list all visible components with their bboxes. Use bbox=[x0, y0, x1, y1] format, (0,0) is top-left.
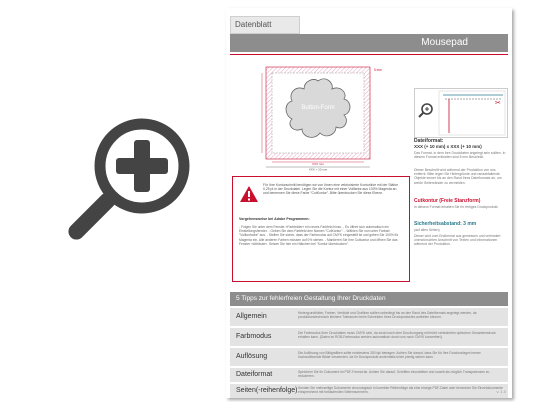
notice-subheading: Vorgehensweise bei Adobe Programmen: bbox=[239, 217, 310, 221]
shape-label: Button-Form bbox=[301, 105, 335, 111]
magnifier-plus-icon[interactable] bbox=[58, 110, 198, 282]
width-dim2-label: XXX + 10 mm bbox=[308, 167, 328, 171]
warning-icon bbox=[239, 185, 259, 203]
tips-heading: 5 Tipps zur fehlerfreien Gestaltung Ihrer Druckdaten bbox=[230, 292, 508, 306]
tip-label: Auflösung bbox=[236, 353, 268, 360]
tip-row bbox=[230, 328, 508, 346]
top-dim-label: 5 mm bbox=[374, 68, 382, 72]
tip-row bbox=[230, 384, 508, 398]
tip-text: Hintergrundbilder, Farben, Verläufe und Grafiken sollten unbedingt bis an den Rand des Dateiformats angelegt werden, da produktionstechnisch kleinere Toleranzen beim Schneiden Ihres Druckproduktes auftreten können. bbox=[298, 311, 477, 319]
title-underline bbox=[230, 54, 508, 55]
safety-subheading: (auf allen Seiten) bbox=[414, 228, 440, 232]
datasheet-tab: Datenblatt bbox=[230, 16, 300, 34]
tip-label: Allgemein bbox=[236, 313, 267, 320]
mousepad-diagram bbox=[260, 63, 400, 171]
tip-label: Seiten(-reihenfolge) bbox=[236, 387, 298, 394]
notice-text: Für Ihre Konturschnitt benötigen wir von Ihnen eine vektorisierte Konturlinie mit der Stärke 0,25 pt in der Druckdatei. Legen Sie die Kontur mit einer Vollfarbe aus 100% Magenta an und benennen Sie diese Farbe "CutKontur". Bitte überdrucken Sie diese Ebene. bbox=[263, 183, 399, 196]
format-value: XXX (+ 10 mm) x XXX (+ 10 mm) bbox=[414, 144, 482, 149]
notice-steps: - Folgen Sie unter dem Fenster »Farbfelder« ein neues Farbfeld hinzu. - Es öffnet sich automatisch ein Einstellungsfenster. - Geben Sie dem Farbfeld den Namen "CutKontur". - Wählen Sie nun unter Farbart "Volltonfarbe" aus. - Stellen Sie sicher, dass der Farbmodus auf CMYK eingestellt ist und geben Sie 100% für Magenta ein. Alle anderen Farben müssen auf 0% stehen. - Markieren Sie Ihre Cutkontur und öffnen Sie das Fenster »Attribute«. Setzen Sie hier ein Häkchen bei "Kontur überdrucken". bbox=[239, 225, 399, 246]
cutcontour-heading: Cutkontur (Freie Stanzform) bbox=[414, 198, 481, 204]
safety-description: Dieser wird vom Endformat aus gemessen und verhindert unerwünschten Anschnitt von Texten und Informationen während der Produktion. bbox=[414, 234, 501, 247]
datasheet-page bbox=[226, 8, 512, 398]
tip-text: Die Farbmodus Ihrer Druckdaten muss CMYK sein, da sonst nach dem Druckvorgang mit leicht veränderten optischen Gesamteindruck erhalten kann. (Daten im RGB-Farbmodus werden automatisch durch uns nach CMYK konvertiert). bbox=[298, 331, 496, 339]
tip-text: Senden Sie mehrseitige Dokumente chronologisch in korrekter Reihenfolge als eine einzige PDF-Datei oder benennen Sie Einzeldokumente entsprechend mit fortlaufenden Seitennummern. bbox=[298, 386, 503, 394]
format-heading: Dateiformat: bbox=[414, 138, 444, 144]
page-number: v. 1.0 bbox=[496, 389, 506, 394]
width-dim-label: XXX mm bbox=[312, 162, 324, 166]
tip-row bbox=[230, 308, 508, 326]
tip-label: Dateiformat bbox=[236, 371, 273, 378]
svg-text:✂: ✂ bbox=[495, 99, 501, 107]
tip-text: Die Auflösung von Bildgrafiken sollte mindestens 300 dpi betragen. Achten Sie darauf, dass Sie für Ihre Druckvorlagen immer hochauflösende Bilder verwenden, da Ihr Druckprodukt andernfalls leicht pixelig wirken kann. bbox=[298, 351, 481, 359]
safety-heading: Sicherheitsabstand: 3 mm bbox=[414, 221, 477, 227]
tip-row bbox=[230, 348, 508, 366]
tip-row bbox=[230, 368, 508, 382]
tip-label: Farbmodus bbox=[236, 333, 272, 340]
bleed-description: Dieser Beschnitt wird während der Produktion von uns entfernt. Bitte legen Sie Hintergründe und randabfallende Objekte immer bis an den Rand Ihres Dateiformats an, um weiße Seitenränder zu vermeiden. bbox=[414, 168, 502, 185]
cutcontour-notice bbox=[232, 176, 410, 282]
detail-figure bbox=[414, 88, 508, 138]
cutcontour-description: In diesem Format erhalten Sie Ihr fertiges Druckprodukt. bbox=[414, 205, 499, 209]
format-description: Das Format, in dem Ihre Druckdaten angelegt sein sollten. In diesem Format enthalten sind 5 mm Beschnitt. bbox=[414, 151, 506, 160]
tip-text: Speichern Sie Ihr Dokument im PDF-Format ab. Achten Sie darauf, Schriften einzubetten und soweit als möglich Transparenzen zu reduzieren. bbox=[298, 370, 490, 378]
page-title: Mousepad bbox=[230, 34, 508, 52]
